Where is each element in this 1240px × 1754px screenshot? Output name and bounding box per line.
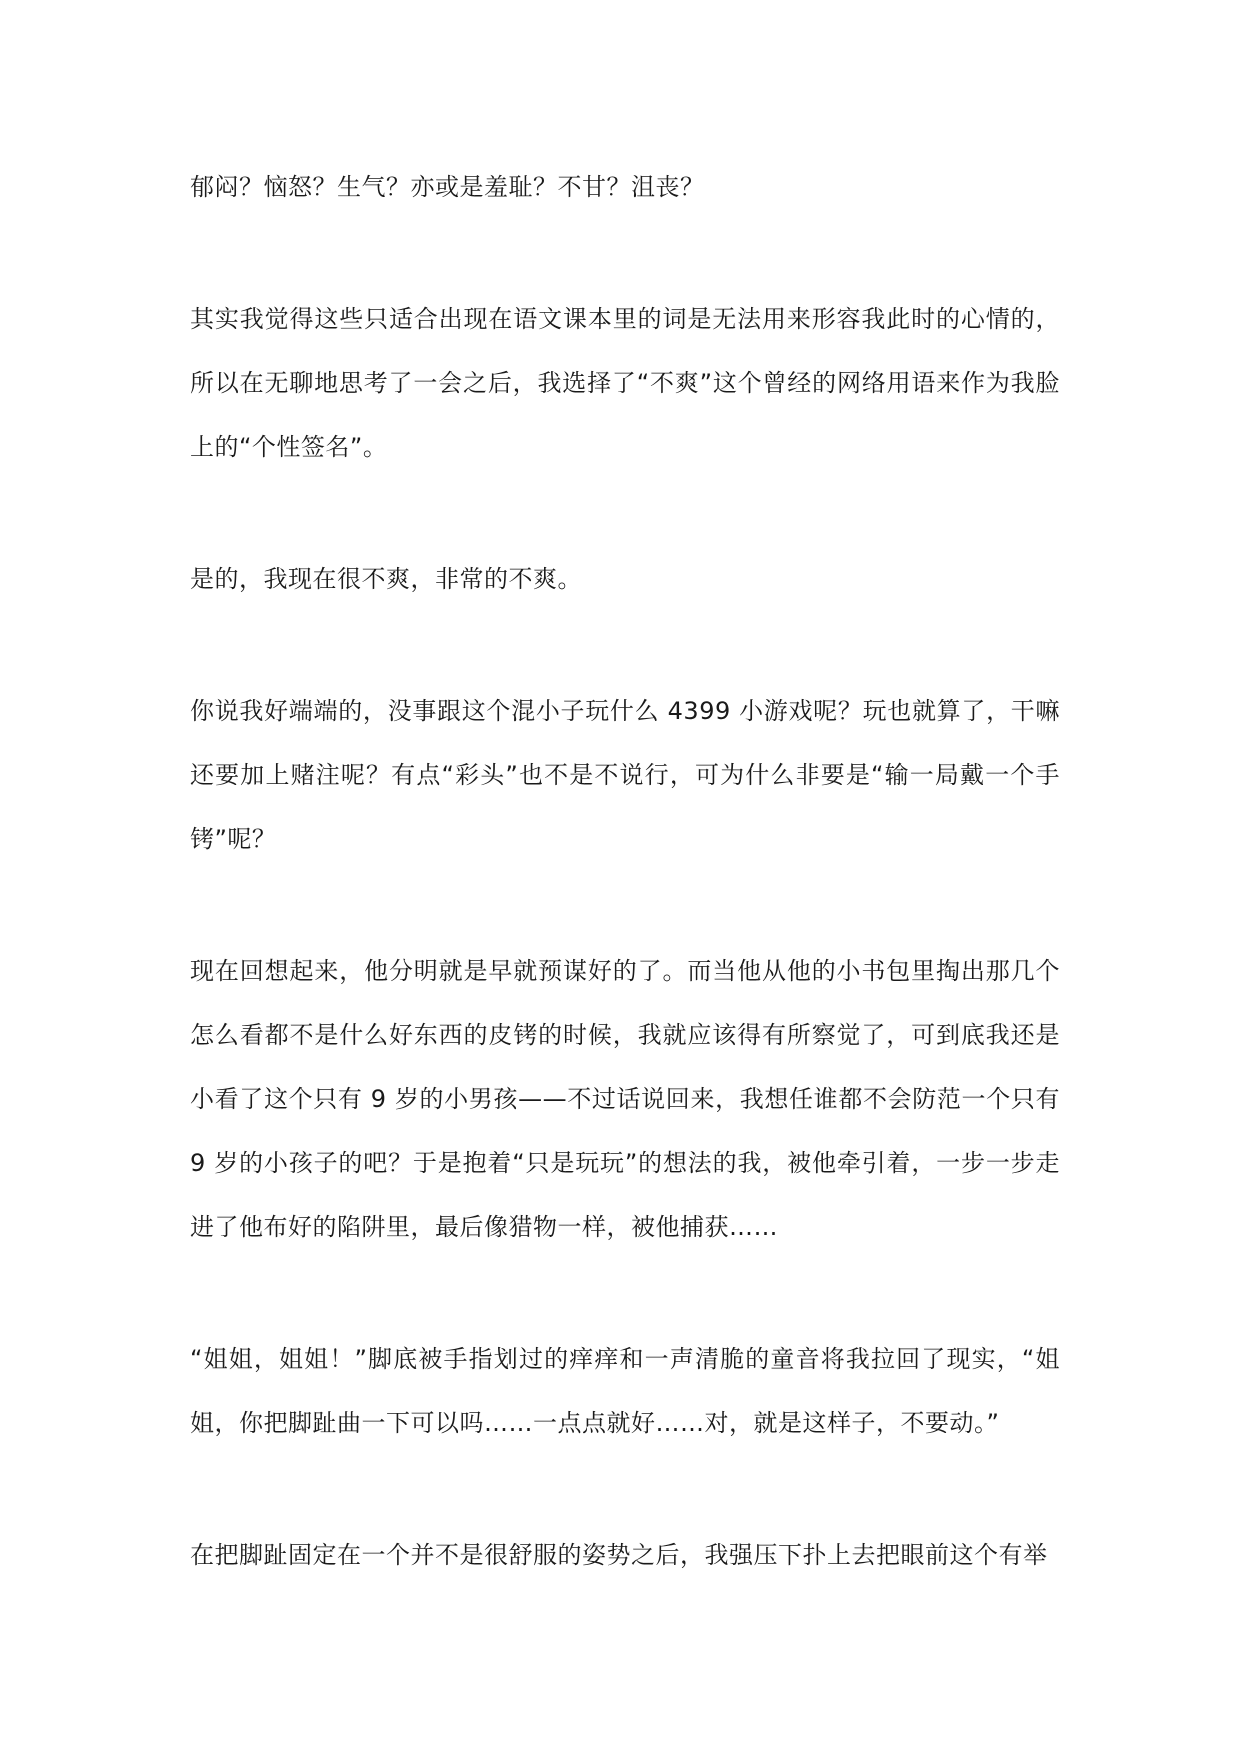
paragraph-4: 你说我好端端的，没事跟这个混小子玩什么 4399 小游戏呢？玩也就算了，干嘛还要加上赌注呢？有点“彩头”也不是不说行，可为什么非要是“输一局戴一个手铐”呢？ [190, 697, 1060, 853]
paragraph-6: “姐姐，姐姐！”脚底被手指划过的痒痒和一声清脆的童音将我拉回了现实，“姐姐，你把脚趾曲一下可以吗……一点点就好……对，就是这样子，不要动。” [190, 1345, 1060, 1437]
paragraph-5: 现在回想起来，他分明就是早就预谋好的了。而当他从他的小书包里掏出那几个怎么看都不是什么好东西的皮铐的时候，我就应该得有所察觉了，可到底我还是小看了这个只有 9 岁的小男孩——不过话说回来，我想任谁都不会防范一个只有 9 岁的小孩子的吧？于是抱着“只是玩玩”的想法的我，被他牵引着，一步一步走进了他布好的陷阱里，最后像猎物一样，被他捕获…… [190, 957, 1060, 1241]
paragraph-2: 其实我觉得这些只适合出现在语文课本里的词是无法用来形容我此时的心情的，所以在无聊地思考了一会之后，我选择了“不爽”这个曾经的网络用语来作为我脸上的“个性签名”。 [190, 305, 1060, 461]
paragraph-3: 是的，我现在很不爽，非常的不爽。 [190, 565, 582, 593]
paragraph-7: 在把脚趾固定在一个并不是很舒服的姿势之后，我强压下扑上去把眼前这个有举 [190, 1541, 1048, 1569]
document-body [190, 155, 1060, 1655]
paragraph-1: 郁闷？恼怒？生气？亦或是羞耻？不甘？沮丧？ [190, 173, 705, 201]
